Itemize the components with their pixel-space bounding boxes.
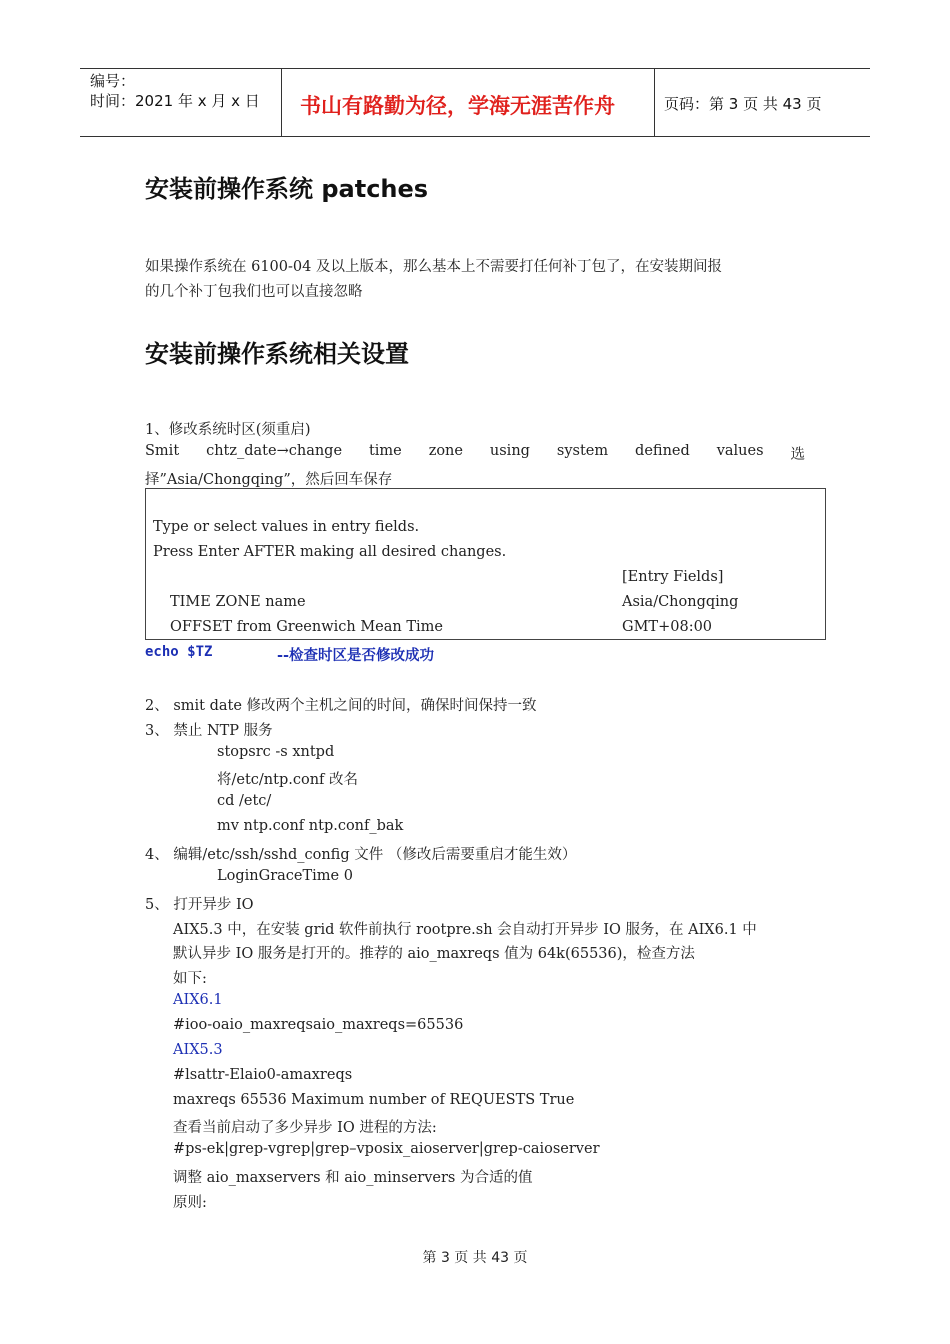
aix61-command: #ioo-oaio_maxreqsaio_maxreqs=65536 (173, 1017, 464, 1033)
page-footer: 第 3 页 共 43 页 (422, 1250, 528, 1266)
smit-word: using (489, 443, 530, 459)
step5-para-line3: 如下: (173, 971, 207, 987)
smit-box-offset-value: GMT+08:00 (622, 619, 713, 635)
step5-para-line2: 默认异步 IO 服务是打开的。推荐的 aio_maxreqs 值为 64k(65536)，检查方法 (173, 946, 695, 962)
step3-cd: cd /etc/ (217, 793, 272, 809)
patches-paragraph-line2: 的几个补丁包我们也可以直接忽略 (145, 284, 363, 300)
step2-text: 2、 smit date 修改两个主机之间的时间，确保时间保持一致 (145, 698, 537, 714)
step4-text: 4、 编辑/etc/ssh/sshd_config 文件 （修改后需要重启才能生效） (145, 847, 577, 863)
step3-mv: mv ntp.conf ntp.conf_bak (217, 818, 404, 834)
smit-word: Smit (145, 443, 180, 459)
step5-para-line1: AIX5.3 中，在安装 grid 软件前执行 rootpre.sh 会自动打开异步 IO 服务，在 AIX6.1 中 (173, 922, 757, 938)
section-title-settings: 安装前操作系统相关设置 (145, 340, 409, 368)
smit-command-line (145, 443, 805, 464)
aix53-command: #lsattr-Elaio0-amaxreqs (173, 1067, 353, 1083)
smit-box-entry-fields: [Entry Fields] (622, 569, 724, 585)
header-divider-right (654, 68, 655, 136)
smit-command-line2: 择”Asia/Chongqing”，然后回车保存 (145, 472, 393, 488)
smit-word: values (716, 443, 764, 459)
header-motto: 书山有路勤为径，学海无涯苦作舟 (300, 94, 615, 118)
smit-word: defined (635, 443, 690, 459)
smit-box-line1: Type or select values in entry fields. (153, 519, 420, 535)
smit-word: system (556, 443, 609, 459)
aio-check-command: #ps-ek|grep-vgrep|grep–vposix_aioserver|grep-caioserver (173, 1141, 600, 1157)
smit-word: chtz_date→change (206, 443, 343, 459)
header-page-label: 页码：第 3 页 共 43 页 (664, 95, 822, 113)
echo-tz-note: --检查时区是否修改成功 (277, 647, 435, 664)
patches-paragraph-line1: 如果操作系统在 6100-04 及以上版本，那么基本上不需要打任何补丁包了，在安装期间报 (145, 259, 722, 275)
header-divider-left (281, 68, 282, 136)
aio-principle-text: 原则: (173, 1195, 207, 1211)
aix53-output: maxreqs 65536 Maximum number of REQUESTS True (173, 1092, 575, 1108)
step1-text: 1、修改系统时区(须重启) (145, 422, 311, 438)
aix61-heading: AIX6.1 (173, 992, 223, 1008)
smit-screen-box (145, 488, 826, 640)
header-bottom-rule (80, 136, 870, 137)
doc-number-label: 编号： (90, 72, 136, 90)
section-title-patches: 安装前操作系统 patches (145, 175, 429, 203)
step3-rename: 将/etc/ntp.conf 改名 (217, 772, 359, 788)
smit-word: 选 (790, 447, 805, 463)
echo-tz-command: echo $TZ (145, 644, 213, 660)
step4-login-grace: LoginGraceTime 0 (217, 868, 353, 884)
step5-text: 5、 打开异步 IO (145, 897, 254, 913)
smit-word: time (368, 443, 402, 459)
aio-check-label: 查看当前启动了多少异步 IO 进程的方法: (173, 1120, 437, 1136)
step3-text: 3、 禁止 NTP 服务 (145, 723, 273, 739)
smit-word: zone (428, 443, 463, 459)
step3-stopsrc: stopsrc -s xntpd (217, 744, 335, 760)
aix53-heading: AIX5.3 (173, 1042, 223, 1058)
header-top-rule (80, 68, 870, 69)
smit-box-timezone-value: Asia/Chongqing (622, 594, 739, 610)
smit-box-timezone-label: TIME ZONE name (170, 594, 306, 610)
doc-time-label: 时间：2021 年 x 月 x 日 (90, 92, 260, 110)
smit-box-line2: Press Enter AFTER making all desired changes. (153, 544, 507, 560)
aio-adjust-text: 调整 aio_maxservers 和 aio_minservers 为合适的值 (173, 1170, 533, 1186)
smit-box-offset-label: OFFSET from Greenwich Mean Time (170, 619, 443, 635)
